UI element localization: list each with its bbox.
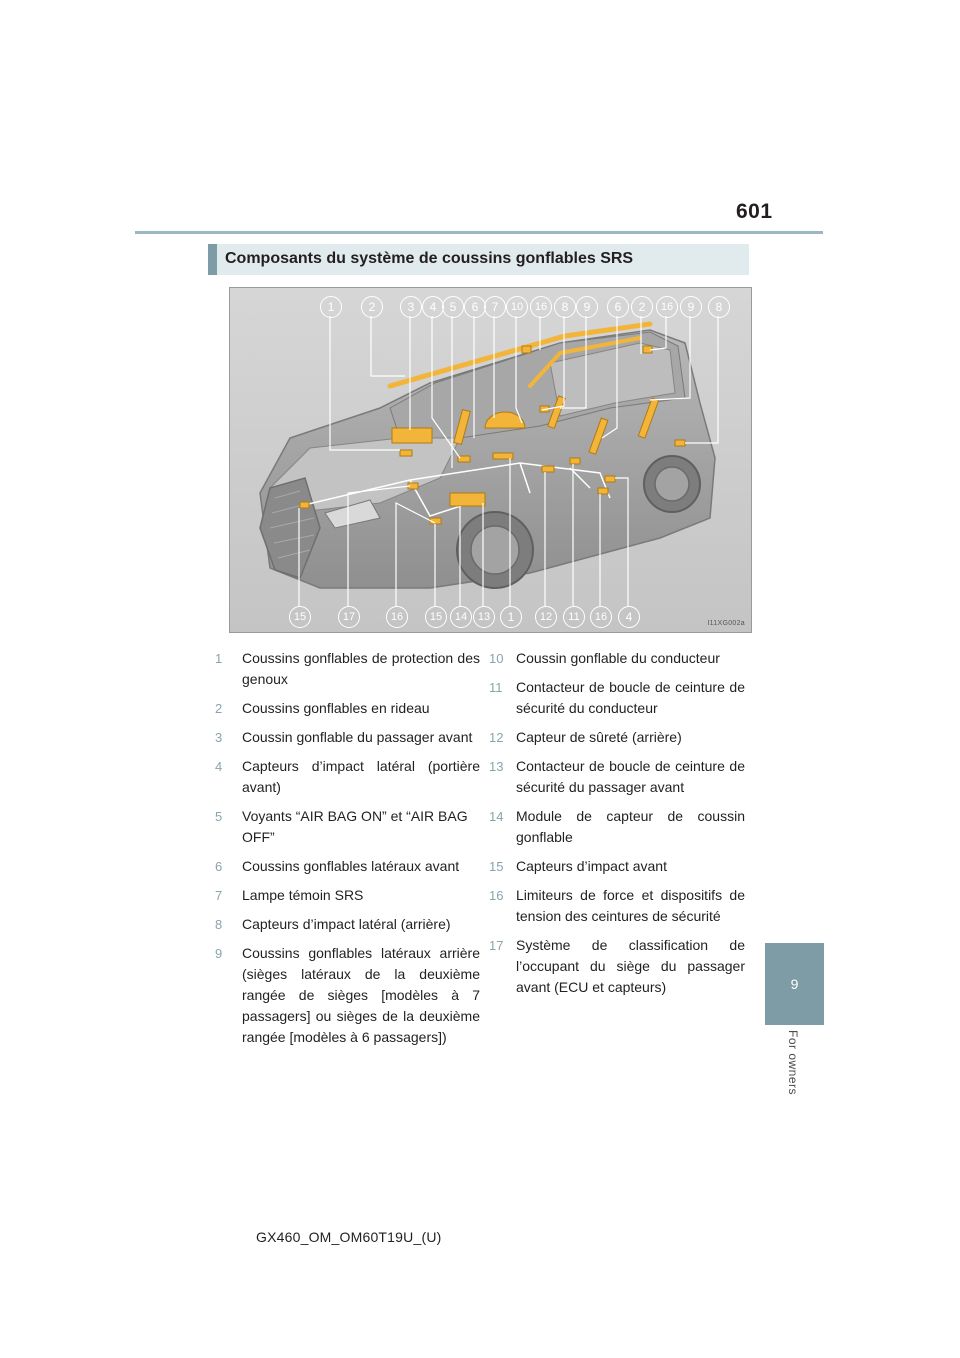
callout-top-9a: 9 <box>576 296 598 318</box>
callout-bottom-13: 13 <box>473 606 495 628</box>
callout-bottom-15a: 15 <box>289 606 311 628</box>
legend-item <box>215 727 480 748</box>
legend-number: 6 <box>215 859 223 874</box>
legend-number: 15 <box>489 859 504 874</box>
legend-right-column <box>489 648 745 1006</box>
callout-bottom-12: 12 <box>535 606 557 628</box>
callout-top-1: 1 <box>320 296 342 318</box>
legend-text: Voyants “AIR BAG ON” et “AIR BAG OFF” <box>242 808 468 845</box>
legend-item <box>489 856 745 877</box>
legend-text: Coussins gonflables en rideau <box>242 700 430 716</box>
callout-bottom-15b: 15 <box>425 606 447 628</box>
callout-bottom-16a: 16 <box>386 606 408 628</box>
legend-item <box>215 914 480 935</box>
callout-bottom-1: 1 <box>500 606 522 628</box>
callout-bottom-14: 14 <box>450 606 472 628</box>
callout-top-6b: 6 <box>607 296 629 318</box>
legend-number: 11 <box>489 680 503 695</box>
legend-item <box>489 935 745 998</box>
callout-top-7: 7 <box>484 296 506 318</box>
legend-item <box>489 727 745 748</box>
legend-left-column <box>215 648 480 1056</box>
callout-top-16a: 16 <box>530 296 552 318</box>
legend-number: 2 <box>215 701 223 716</box>
legend-text: Lampe témoin SRS <box>242 887 364 903</box>
callout-bottom-17: 17 <box>338 606 360 628</box>
legend-number: 1 <box>215 651 223 666</box>
legend-text: Contacteur de boucle de ceinture de sécurité du conducteur <box>516 679 745 716</box>
document-footer: GX460_OM_OM60T19U_(U) <box>256 1229 442 1245</box>
legend-item <box>215 856 480 877</box>
callout-bottom-16b: 16 <box>590 606 612 628</box>
callout-top-10: 10 <box>506 296 528 318</box>
legend-item <box>215 806 480 848</box>
chapter-tab <box>765 943 824 1025</box>
legend-number: 7 <box>215 888 223 903</box>
legend-item <box>489 756 745 798</box>
legend-text: Coussin gonflable du conducteur <box>516 650 720 666</box>
page-number: 601 <box>736 200 773 223</box>
callout-top-3: 3 <box>400 296 422 318</box>
legend-number: 12 <box>489 730 504 745</box>
legend-item <box>489 648 745 669</box>
airbag-system-figure <box>229 287 752 633</box>
vehicle-illustration <box>230 288 752 633</box>
legend-text: Coussins gonflables latéraux avant <box>242 858 460 874</box>
legend-number: 3 <box>215 730 223 745</box>
section-title: Composants du système de coussins gonflables SRS <box>225 250 634 267</box>
legend-text: Capteur de sûreté (arrière) <box>516 729 682 745</box>
legend-item <box>215 943 480 1048</box>
legend-text: Limiteurs de force et dispositifs de tension des ceintures de sécurité <box>516 887 745 924</box>
callout-top-5: 5 <box>442 296 464 318</box>
callout-top-8a: 8 <box>554 296 576 318</box>
legend-number: 10 <box>489 651 504 666</box>
legend-number: 16 <box>489 888 504 903</box>
legend-number: 13 <box>489 759 504 774</box>
section-header <box>208 244 749 275</box>
legend-item <box>215 698 480 719</box>
legend-item <box>215 648 480 690</box>
legend-number: 14 <box>489 809 504 824</box>
legend-text: Coussins gonflables de protection des genoux <box>242 650 480 687</box>
callout-top-4: 4 <box>422 296 444 318</box>
legend-number: 9 <box>215 946 223 961</box>
callout-bottom-11: 11 <box>563 606 585 628</box>
legend-number: 5 <box>215 809 223 824</box>
figure-code: I11XG002a <box>707 620 745 627</box>
legend-item <box>215 885 480 906</box>
callout-top-9b: 9 <box>680 296 702 318</box>
legend-item <box>489 806 745 848</box>
callout-top-16b: 16 <box>656 296 678 318</box>
legend-text: Coussins gonflables latéraux arrière (sièges latéraux de la deuxième rangée de sièges [modèles à 7 passagers] ou sièges de la deuxième rangée [modèles à 6 passagers]) <box>242 945 480 1045</box>
chapter-number: 9 <box>790 976 799 992</box>
legend-text: Module de capteur de coussin gonflable <box>516 808 745 845</box>
legend-text: Capteurs d’impact latéral (portière avant) <box>242 758 480 795</box>
callout-top-6: 6 <box>464 296 486 318</box>
legend-text: Capteurs d’impact avant <box>516 858 667 874</box>
legend-item <box>489 677 745 719</box>
top-rule <box>135 231 823 234</box>
legend-text: Capteurs d’impact latéral (arrière) <box>242 916 451 932</box>
legend-text: Coussin gonflable du passager avant <box>242 729 473 745</box>
legend-number: 4 <box>215 759 223 774</box>
callout-top-8b: 8 <box>708 296 730 318</box>
chapter-label: For owners <box>786 1030 800 1096</box>
legend-item <box>489 885 745 927</box>
legend-text: Système de classification de l’occupant du siège du passager avant (ECU et capteurs) <box>516 937 745 995</box>
callout-top-2b: 2 <box>631 296 653 318</box>
legend-number: 17 <box>489 938 504 953</box>
legend-text: Contacteur de boucle de ceinture de sécurité du passager avant <box>516 758 745 795</box>
legend-item <box>215 756 480 798</box>
legend-number: 8 <box>215 917 223 932</box>
callout-bottom-4: 4 <box>618 606 640 628</box>
callout-top-2: 2 <box>361 296 383 318</box>
